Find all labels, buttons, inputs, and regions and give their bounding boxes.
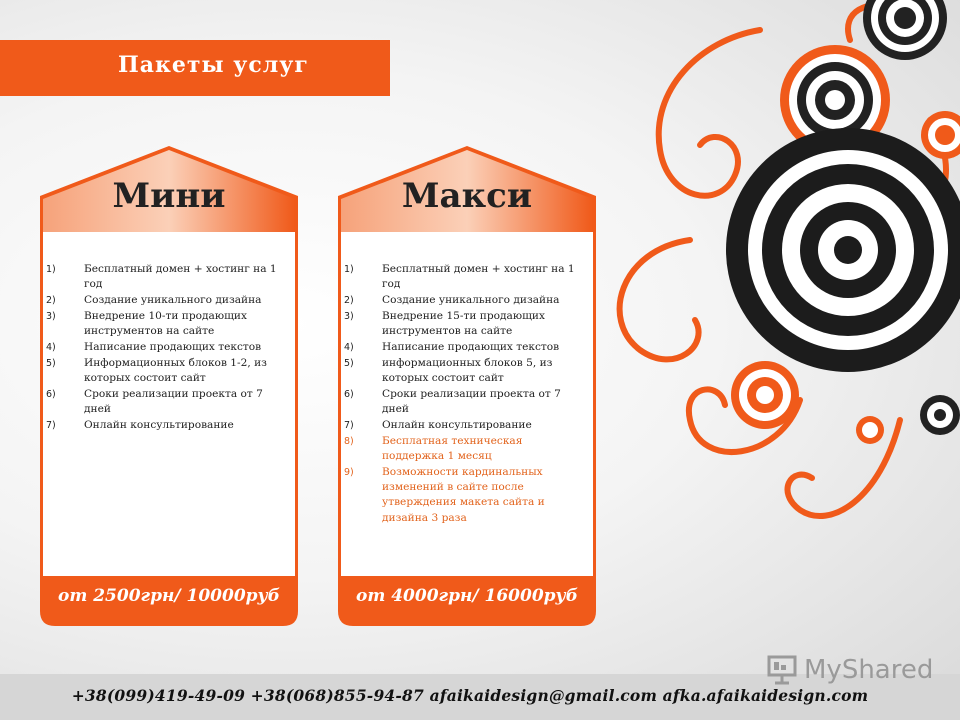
feature-text: Онлайн консультирование xyxy=(382,419,532,432)
feature-item xyxy=(46,340,286,355)
feature-number: 6) xyxy=(344,389,354,401)
feature-number: 1) xyxy=(46,264,56,275)
feature-item xyxy=(344,262,584,292)
feature-number: 5) xyxy=(344,358,354,370)
feature-item xyxy=(46,262,286,292)
feature-item xyxy=(344,356,584,386)
feature-text: Бесплатный домен + хостинг на 1 год xyxy=(382,263,575,291)
feature-item xyxy=(344,465,584,525)
feature-text: Сроки реализации проекта от 7 дней xyxy=(84,388,263,416)
package-price: от 4000грн/ 16000руб xyxy=(355,586,578,606)
feature-text: Информационных блоков 1-2, из которых состоит сайт xyxy=(84,357,267,385)
target-circle-top xyxy=(863,0,947,60)
myshared-watermark xyxy=(766,655,933,685)
feature-number: 7) xyxy=(344,420,354,432)
feature-item xyxy=(344,340,584,355)
feature-number: 7) xyxy=(46,420,56,432)
feature-number: 2) xyxy=(46,295,56,307)
page-title: Пакеты услуг xyxy=(118,52,309,78)
feature-text: Возможности кардинальных изменений в сайте после утверждения макета сайта и дизайна 3 раза xyxy=(382,466,545,524)
package-price: от 2500грн/ 10000руб xyxy=(57,586,280,606)
feature-text: Бесплатный домен + хостинг на 1 год xyxy=(84,263,277,291)
black-ring-small xyxy=(920,395,960,435)
feature-text: Внедрение 15-ти продающих инструментов на сайте xyxy=(382,310,545,338)
orange-ring-small-2 xyxy=(731,361,799,429)
feature-item xyxy=(344,387,584,417)
feature-text: Написание продающих текстов xyxy=(382,341,560,354)
feature-number: 6) xyxy=(46,389,56,401)
feature-number: 1) xyxy=(344,264,354,275)
package-card-maxi xyxy=(338,146,596,626)
watermark-text: MyShared xyxy=(804,655,934,685)
feature-item xyxy=(46,418,286,433)
feature-number: 9) xyxy=(344,467,354,479)
presentation-board-icon xyxy=(766,655,800,685)
feature-text: Создание уникального дизайна xyxy=(382,294,560,307)
feature-item xyxy=(344,309,584,339)
feature-item xyxy=(344,293,584,308)
feature-number: 8) xyxy=(344,436,354,448)
feature-item xyxy=(46,356,286,386)
feature-text: Создание уникального дизайна xyxy=(84,294,262,307)
feature-number: 4) xyxy=(46,342,56,354)
feature-text: Бесплатная техническая поддержка 1 месяц xyxy=(382,435,523,463)
feature-number: 3) xyxy=(344,311,354,323)
feature-text: Внедрение 10-ти продающих инструментов на сайте xyxy=(84,310,247,338)
package-card-mini xyxy=(40,146,298,626)
package-feature-list xyxy=(344,262,584,527)
feature-item xyxy=(344,434,584,464)
feature-text: информационных блоков 5, из которых состоит сайт xyxy=(382,357,553,385)
target-circle-large xyxy=(726,128,960,372)
feature-item xyxy=(344,418,584,433)
package-title: Мини xyxy=(112,176,226,216)
package-title: Макси xyxy=(401,176,533,216)
feature-text: Сроки реализации проекта от 7 дней xyxy=(382,388,561,416)
feature-text: Написание продающих текстов xyxy=(84,341,262,354)
feature-item xyxy=(46,309,286,339)
feature-number: 2) xyxy=(344,295,354,307)
orange-ring-small-1 xyxy=(921,111,960,159)
feature-item xyxy=(46,293,286,308)
feature-item xyxy=(46,387,286,417)
contact-info: +38(099)419-49-09 +38(068)855-94-87 afaikaidesign@gmail.com afka.afaikaidesign.com xyxy=(71,686,869,705)
package-feature-list xyxy=(46,262,286,434)
feature-number: 4) xyxy=(344,342,354,354)
feature-number: 5) xyxy=(46,358,56,370)
orange-ring-tiny xyxy=(856,416,884,444)
feature-number: 3) xyxy=(46,311,56,323)
feature-text: Онлайн консультирование xyxy=(84,419,234,432)
